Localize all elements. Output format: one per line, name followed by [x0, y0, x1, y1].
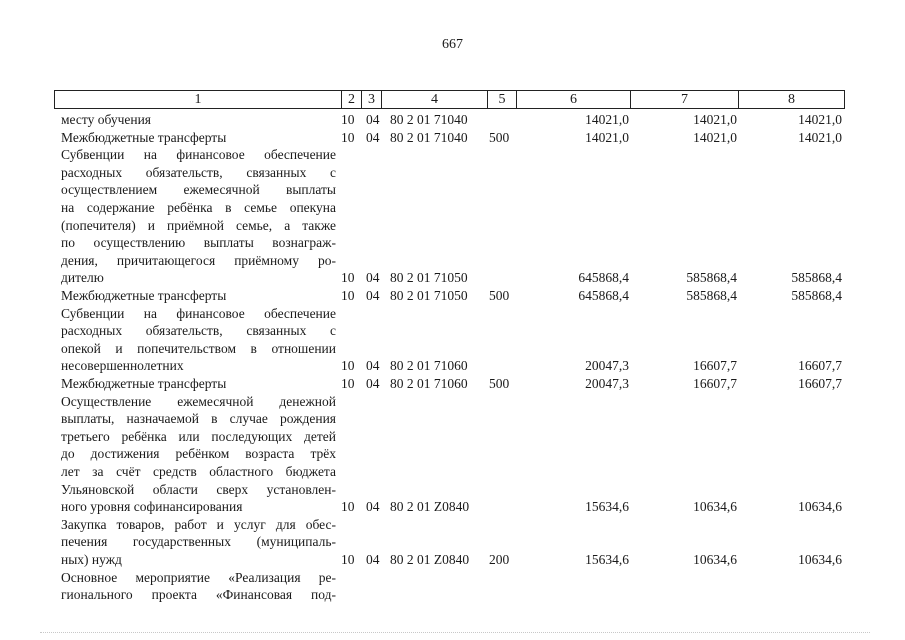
table-row [0, 375, 905, 393]
row-description [61, 287, 336, 305]
section-code: 10 [341, 270, 355, 286]
subsection-code: 04 [366, 376, 380, 391]
amount-col-7: 14021,0 [693, 112, 737, 127]
target-article-code: 80 2 01 71040 [390, 129, 468, 145]
description-line: осуществлением ежемесячной выплаты [61, 182, 336, 198]
subsection-code: 04 [366, 270, 380, 286]
section-code: 10 [341, 112, 355, 127]
subsection-code: 04 [366, 129, 380, 145]
section-code: 10 [341, 376, 355, 391]
description-line: Субвенции на финансовое обеспечение [61, 147, 336, 163]
header-col-5: 5 [488, 91, 517, 108]
table-row [0, 111, 905, 129]
description-line: ных) нужд [61, 551, 122, 567]
description-line: дителю [61, 270, 104, 286]
header-col-3: 3 [362, 91, 382, 108]
amount-col-6: 14021,0 [585, 112, 629, 127]
amount-col-6: 645868,4 [578, 288, 629, 303]
table-row [0, 129, 905, 147]
description-line: опекой и попечительством в отношении [61, 340, 336, 356]
amount-col-8: 16607,7 [798, 358, 842, 374]
page-number: 667 [442, 37, 463, 52]
subsection-code: 04 [366, 551, 380, 567]
amount-col-7: 585868,4 [686, 270, 737, 286]
expense-type-code: 500 [489, 376, 510, 391]
amount-col-6: 15634,6 [585, 551, 629, 567]
header-col-2: 2 [342, 91, 362, 108]
description-line: лет за счёт средств областного бюджета [61, 463, 336, 479]
table-row [0, 393, 905, 516]
section-code: 10 [341, 129, 355, 145]
target-article-code: 80 2 01 71060 [390, 376, 468, 391]
amount-col-8: 585868,4 [791, 288, 842, 303]
target-article-code: 80 2 01 Z0840 [390, 551, 470, 567]
header-col-1: 1 [55, 91, 342, 108]
description-line: по осуществлению выплаты вознаграж- [61, 235, 336, 251]
target-article-code: 80 2 01 Z0840 [390, 499, 470, 515]
header-col-7: 7 [631, 91, 739, 108]
description-line: Осуществление ежемесячной денежной [61, 393, 336, 409]
expense-type-code: 500 [489, 288, 510, 303]
target-article-code: 80 2 01 71040 [390, 112, 468, 127]
amount-col-8: 14021,0 [798, 129, 842, 145]
description-line: печения государственных (муниципаль- [61, 534, 336, 550]
table-header [54, 90, 845, 109]
amount-col-7: 16607,7 [693, 376, 737, 391]
table-row [0, 569, 905, 604]
description-line: расходных обязательств, связанных с [61, 323, 336, 339]
table-row [0, 516, 905, 569]
description-line: выплаты, назначаемой в случае рождения [61, 411, 336, 427]
amount-col-7: 16607,7 [693, 358, 737, 374]
description-line: гионального проекта «Финансовая под- [61, 587, 336, 603]
row-description [61, 375, 336, 393]
subsection-code: 04 [366, 288, 380, 303]
description-line: Субвенции на финансовое обеспечение [61, 305, 336, 321]
expense-type-code: 200 [489, 551, 510, 567]
amount-col-7: 10634,6 [693, 499, 737, 515]
subsection-code: 04 [366, 112, 380, 127]
row-description [61, 111, 336, 129]
header-col-6: 6 [517, 91, 631, 108]
section-code: 10 [341, 551, 355, 567]
section-code: 10 [341, 499, 355, 515]
description-line: дения, причитающегося приёмному ро- [61, 252, 336, 268]
description-line: на содержание ребёнка в семье опекуна [61, 199, 336, 215]
amount-col-8: 10634,6 [798, 551, 842, 567]
table-row [0, 146, 905, 287]
amount-col-8: 585868,4 [791, 270, 842, 286]
section-code: 10 [341, 288, 355, 303]
target-article-code: 80 2 01 71060 [390, 358, 468, 374]
amount-col-8: 16607,7 [798, 376, 842, 391]
header-col-8: 8 [788, 92, 795, 107]
description-line: расходных обязательств, связанных с [61, 164, 336, 180]
amount-col-6: 20047,3 [585, 376, 629, 391]
target-article-code: 80 2 01 71050 [390, 288, 468, 303]
amount-col-8: 10634,6 [798, 499, 842, 515]
row-description [61, 516, 336, 569]
description-line: Закупка товаров, работ и услуг для обес- [61, 516, 336, 532]
row-description [61, 569, 336, 604]
description-line: (попечителя) и приёмной семье, а также [61, 217, 336, 233]
row-description [61, 393, 336, 516]
amount-col-7: 585868,4 [686, 288, 737, 303]
amount-col-6: 15634,6 [585, 499, 629, 515]
amount-col-8: 14021,0 [798, 112, 842, 127]
target-article-code: 80 2 01 71050 [390, 270, 468, 286]
page-bottom-edge [40, 632, 870, 633]
description-line: ного уровня софинансирования [61, 499, 243, 515]
subsection-code: 04 [366, 358, 380, 374]
description-line: месту обучения [61, 112, 152, 127]
row-description [61, 146, 336, 287]
description-line: третьего ребёнка или последующих детей [61, 428, 336, 444]
row-description [61, 129, 336, 147]
amount-col-6: 645868,4 [578, 270, 629, 286]
description-line: Межбюджетные трансферты [61, 376, 227, 391]
row-description [61, 305, 336, 375]
amount-col-6: 20047,3 [585, 358, 629, 374]
description-line: Межбюджетные трансферты [61, 288, 227, 303]
description-line: несовершеннолетних [61, 358, 184, 374]
expense-type-code: 500 [489, 129, 510, 145]
amount-col-7: 14021,0 [693, 129, 737, 145]
subsection-code: 04 [366, 499, 380, 515]
table-row [0, 305, 905, 375]
description-line: Межбюджетные трансферты [61, 129, 227, 145]
header-col-4: 4 [382, 91, 488, 108]
amount-col-7: 10634,6 [693, 551, 737, 567]
table-row [0, 287, 905, 305]
description-line: до достижения ребёнком возраста трёх [61, 446, 336, 462]
section-code: 10 [341, 358, 355, 374]
amount-col-6: 14021,0 [585, 129, 629, 145]
description-line: Ульяновской области сверх установлен- [61, 481, 336, 497]
description-line: Основное мероприятие «Реализация ре- [61, 569, 336, 585]
